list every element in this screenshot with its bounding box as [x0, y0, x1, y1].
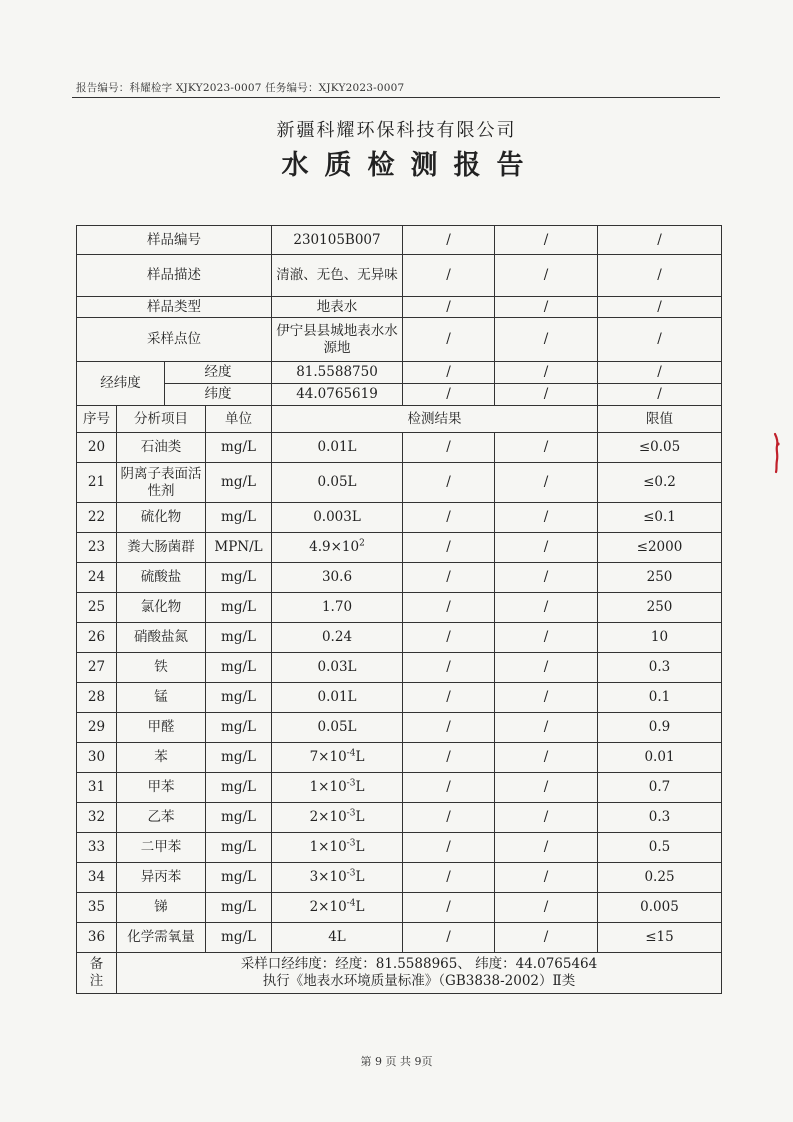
slash-cell: / [495, 623, 598, 653]
unit: mg/L [206, 923, 272, 953]
slash-cell: / [495, 683, 598, 713]
slash-cell: / [598, 362, 722, 384]
slash-cell: / [598, 226, 722, 255]
slash-cell: / [495, 773, 598, 803]
limit-value: ≤0.1 [598, 503, 722, 533]
company-name: 新疆科耀环保科技有限公司 [276, 120, 517, 141]
slash-cell: / [495, 362, 598, 384]
analysis-item: 石油类 [117, 433, 206, 463]
result-exponent: -3 [346, 838, 356, 849]
result-mantissa: 7×10 [309, 749, 347, 765]
limit-value: ≤0.2 [598, 463, 722, 503]
result-value [272, 803, 403, 833]
slash-cell: / [495, 833, 598, 863]
result-value: 30.6 [272, 563, 403, 593]
table-row [77, 923, 722, 953]
slash-cell: / [403, 433, 495, 463]
row-number: 22 [77, 503, 117, 533]
slash-cell: / [403, 653, 495, 683]
slash-cell: / [403, 773, 495, 803]
slash-cell: / [403, 255, 495, 297]
row-number: 23 [77, 533, 117, 563]
slash-cell: / [495, 923, 598, 953]
water-quality-table [76, 225, 722, 994]
unit: mg/L [206, 773, 272, 803]
result-mantissa: 3×10 [309, 869, 347, 885]
result-value [272, 743, 403, 773]
remarks-row [77, 953, 722, 994]
latitude-label: 纬度 [165, 384, 272, 406]
slash-cell: / [403, 533, 495, 563]
table-row [77, 743, 722, 773]
table-row [77, 533, 722, 563]
limit-value: 0.3 [598, 653, 722, 683]
limit-header: 限值 [598, 406, 722, 433]
slash-cell: / [403, 563, 495, 593]
slash-cell: / [495, 743, 598, 773]
slash-cell: / [495, 384, 598, 406]
analysis-item: 化学需氧量 [117, 923, 206, 953]
unit: mg/L [206, 863, 272, 893]
analysis-item: 氯化物 [117, 593, 206, 623]
item-header: 分析项目 [117, 406, 206, 433]
sample-type-value: 地表水 [272, 297, 403, 318]
result-value: 0.05L [272, 713, 403, 743]
slash-cell: / [403, 593, 495, 623]
limit-value: ≤2000 [598, 533, 722, 563]
analysis-item: 锑 [117, 893, 206, 923]
slash-cell: / [495, 318, 598, 362]
page-number: 第 9 页 共 9页 [360, 1055, 433, 1068]
sample-description-value: 清澈、无色、无异味 [272, 255, 403, 297]
result-value [272, 773, 403, 803]
limit-value: 0.3 [598, 803, 722, 833]
latitude-row [77, 384, 722, 406]
row-number: 36 [77, 923, 117, 953]
slash-cell: / [403, 362, 495, 384]
report-number-header: 报告编号：科耀检字 XJKY2023-0007 任务编号：XJKY2023-0007 [76, 82, 405, 94]
slash-cell: / [598, 255, 722, 297]
analysis-item: 粪大肠菌群 [117, 533, 206, 563]
limit-value: ≤0.05 [598, 433, 722, 463]
analysis-item: 硝酸盐氮 [117, 623, 206, 653]
analysis-item: 硫酸盐 [117, 563, 206, 593]
table-row [77, 833, 722, 863]
slash-cell: / [495, 863, 598, 893]
unit: mg/L [206, 683, 272, 713]
remarks-coordinates: 采样口经纬度：经度：81.5588965、 纬度：44.0765464 [240, 956, 598, 972]
result-exponent: 2 [359, 538, 365, 549]
row-number: 31 [77, 773, 117, 803]
result-exponent: -4 [346, 748, 356, 759]
result-mantissa: 4.9×10 [309, 539, 360, 555]
limit-value: 10 [598, 623, 722, 653]
analysis-item: 阴离子表面活性剂 [117, 463, 206, 503]
remarks-content [117, 953, 722, 994]
slash-cell: / [403, 503, 495, 533]
slash-cell: / [403, 297, 495, 318]
slash-cell: / [403, 743, 495, 773]
slash-cell: / [403, 803, 495, 833]
table-row [77, 653, 722, 683]
table-row [77, 803, 722, 833]
unit: mg/L [206, 653, 272, 683]
remarks-label: 备注 [77, 953, 117, 994]
unit: MPN/L [206, 533, 272, 563]
slash-cell: / [598, 318, 722, 362]
unit: mg/L [206, 893, 272, 923]
row-number: 35 [77, 893, 117, 923]
analysis-item: 苯 [117, 743, 206, 773]
table-row [77, 593, 722, 623]
longitude-row [77, 362, 722, 384]
table-row [77, 463, 722, 503]
result-value [272, 893, 403, 923]
red-ink-mark [771, 432, 781, 474]
result-exponent: -3 [346, 868, 356, 879]
slash-cell: / [495, 463, 598, 503]
limit-value: 0.25 [598, 863, 722, 893]
limit-value: 0.01 [598, 743, 722, 773]
table-row [77, 773, 722, 803]
row-number: 34 [77, 863, 117, 893]
slash-cell: / [403, 893, 495, 923]
row-number: 21 [77, 463, 117, 503]
analysis-item: 硫化物 [117, 503, 206, 533]
analysis-item: 锰 [117, 683, 206, 713]
result-header: 检测结果 [272, 406, 598, 433]
unit: mg/L [206, 803, 272, 833]
sample-type-label: 样品类型 [77, 297, 272, 318]
limit-value: 0.9 [598, 713, 722, 743]
result-value [272, 833, 403, 863]
report-title: 水质检测报告 [281, 150, 540, 181]
slash-cell: / [495, 226, 598, 255]
sample-number-value: 230105B007 [272, 226, 403, 255]
row-number: 28 [77, 683, 117, 713]
row-number: 24 [77, 563, 117, 593]
result-value: 1.70 [272, 593, 403, 623]
result-value: 4L [272, 923, 403, 953]
sampling-site-label: 采样点位 [77, 318, 272, 362]
unit: mg/L [206, 743, 272, 773]
row-number: 29 [77, 713, 117, 743]
limit-value: 0.5 [598, 833, 722, 863]
limit-value: 0.7 [598, 773, 722, 803]
slash-cell: / [495, 255, 598, 297]
unit: mg/L [206, 503, 272, 533]
slash-cell: / [403, 318, 495, 362]
row-number: 33 [77, 833, 117, 863]
result-value: 0.05L [272, 463, 403, 503]
slash-cell: / [495, 533, 598, 563]
analysis-item: 乙苯 [117, 803, 206, 833]
unit: mg/L [206, 623, 272, 653]
slash-cell: / [403, 384, 495, 406]
unit: mg/L [206, 713, 272, 743]
slash-cell: / [495, 803, 598, 833]
result-mantissa: 1×10 [309, 839, 347, 855]
result-suffix: L [355, 839, 365, 855]
slash-cell: / [495, 563, 598, 593]
result-suffix: L [355, 899, 365, 915]
row-number: 30 [77, 743, 117, 773]
result-exponent: -3 [346, 778, 356, 789]
limit-value: 0.1 [598, 683, 722, 713]
analysis-item: 铁 [117, 653, 206, 683]
sample-number-row [77, 226, 722, 255]
result-value [272, 863, 403, 893]
result-suffix: L [355, 749, 365, 765]
unit: mg/L [206, 433, 272, 463]
slash-cell: / [403, 226, 495, 255]
slash-cell: / [495, 653, 598, 683]
result-mantissa: 1×10 [309, 779, 347, 795]
latitude-value: 44.0765619 [272, 384, 403, 406]
sample-number-label: 样品编号 [77, 226, 272, 255]
slash-cell: / [598, 384, 722, 406]
table-row [77, 863, 722, 893]
limit-value: ≤15 [598, 923, 722, 953]
slash-cell: / [495, 893, 598, 923]
coordinates-label: 经纬度 [77, 362, 165, 406]
column-header-row [77, 406, 722, 433]
sample-description-label: 样品描述 [77, 255, 272, 297]
sample-description-row [77, 255, 722, 297]
result-value [272, 533, 403, 563]
slash-cell: / [403, 923, 495, 953]
longitude-value: 81.5588750 [272, 362, 403, 384]
analysis-item: 异丙苯 [117, 863, 206, 893]
result-mantissa: 2×10 [309, 809, 347, 825]
limit-value: 250 [598, 563, 722, 593]
slash-cell: / [495, 593, 598, 623]
sampling-site-value: 伊宁县县城地表水水源地 [272, 318, 403, 362]
limit-value: 250 [598, 593, 722, 623]
result-suffix: L [355, 869, 365, 885]
slash-cell: / [403, 863, 495, 893]
analysis-item: 二甲苯 [117, 833, 206, 863]
seq-header: 序号 [77, 406, 117, 433]
result-exponent: -3 [346, 808, 356, 819]
table-row [77, 433, 722, 463]
table-row [77, 683, 722, 713]
slash-cell: / [403, 713, 495, 743]
unit: mg/L [206, 593, 272, 623]
remarks-standard: 执行《地表水环境质量标准》（GB3838-2002）Ⅱ类 [262, 973, 576, 989]
result-value: 0.01L [272, 683, 403, 713]
row-number: 20 [77, 433, 117, 463]
row-number: 32 [77, 803, 117, 833]
result-exponent: -4 [346, 898, 356, 909]
slash-cell: / [495, 503, 598, 533]
slash-cell: / [495, 433, 598, 463]
table-row [77, 713, 722, 743]
slash-cell: / [403, 463, 495, 503]
result-suffix: L [355, 779, 365, 795]
slash-cell: / [495, 713, 598, 743]
sample-type-row [77, 297, 722, 318]
longitude-label: 经度 [165, 362, 272, 384]
row-number: 26 [77, 623, 117, 653]
unit: mg/L [206, 563, 272, 593]
unit: mg/L [206, 833, 272, 863]
analysis-item: 甲醛 [117, 713, 206, 743]
result-value: 0.03L [272, 653, 403, 683]
header-divider [72, 97, 720, 98]
table-row [77, 563, 722, 593]
table-row [77, 503, 722, 533]
analysis-item: 甲苯 [117, 773, 206, 803]
row-number: 25 [77, 593, 117, 623]
unit: mg/L [206, 463, 272, 503]
slash-cell: / [403, 833, 495, 863]
slash-cell: / [403, 623, 495, 653]
result-value: 0.01L [272, 433, 403, 463]
table-row [77, 893, 722, 923]
slash-cell: / [495, 297, 598, 318]
sampling-site-row [77, 318, 722, 362]
slash-cell: / [598, 297, 722, 318]
unit-header: 单位 [206, 406, 272, 433]
result-value: 0.24 [272, 623, 403, 653]
limit-value: 0.005 [598, 893, 722, 923]
slash-cell: / [403, 683, 495, 713]
row-number: 27 [77, 653, 117, 683]
result-mantissa: 2×10 [309, 899, 347, 915]
result-suffix: L [355, 809, 365, 825]
result-value: 0.003L [272, 503, 403, 533]
table-row [77, 623, 722, 653]
